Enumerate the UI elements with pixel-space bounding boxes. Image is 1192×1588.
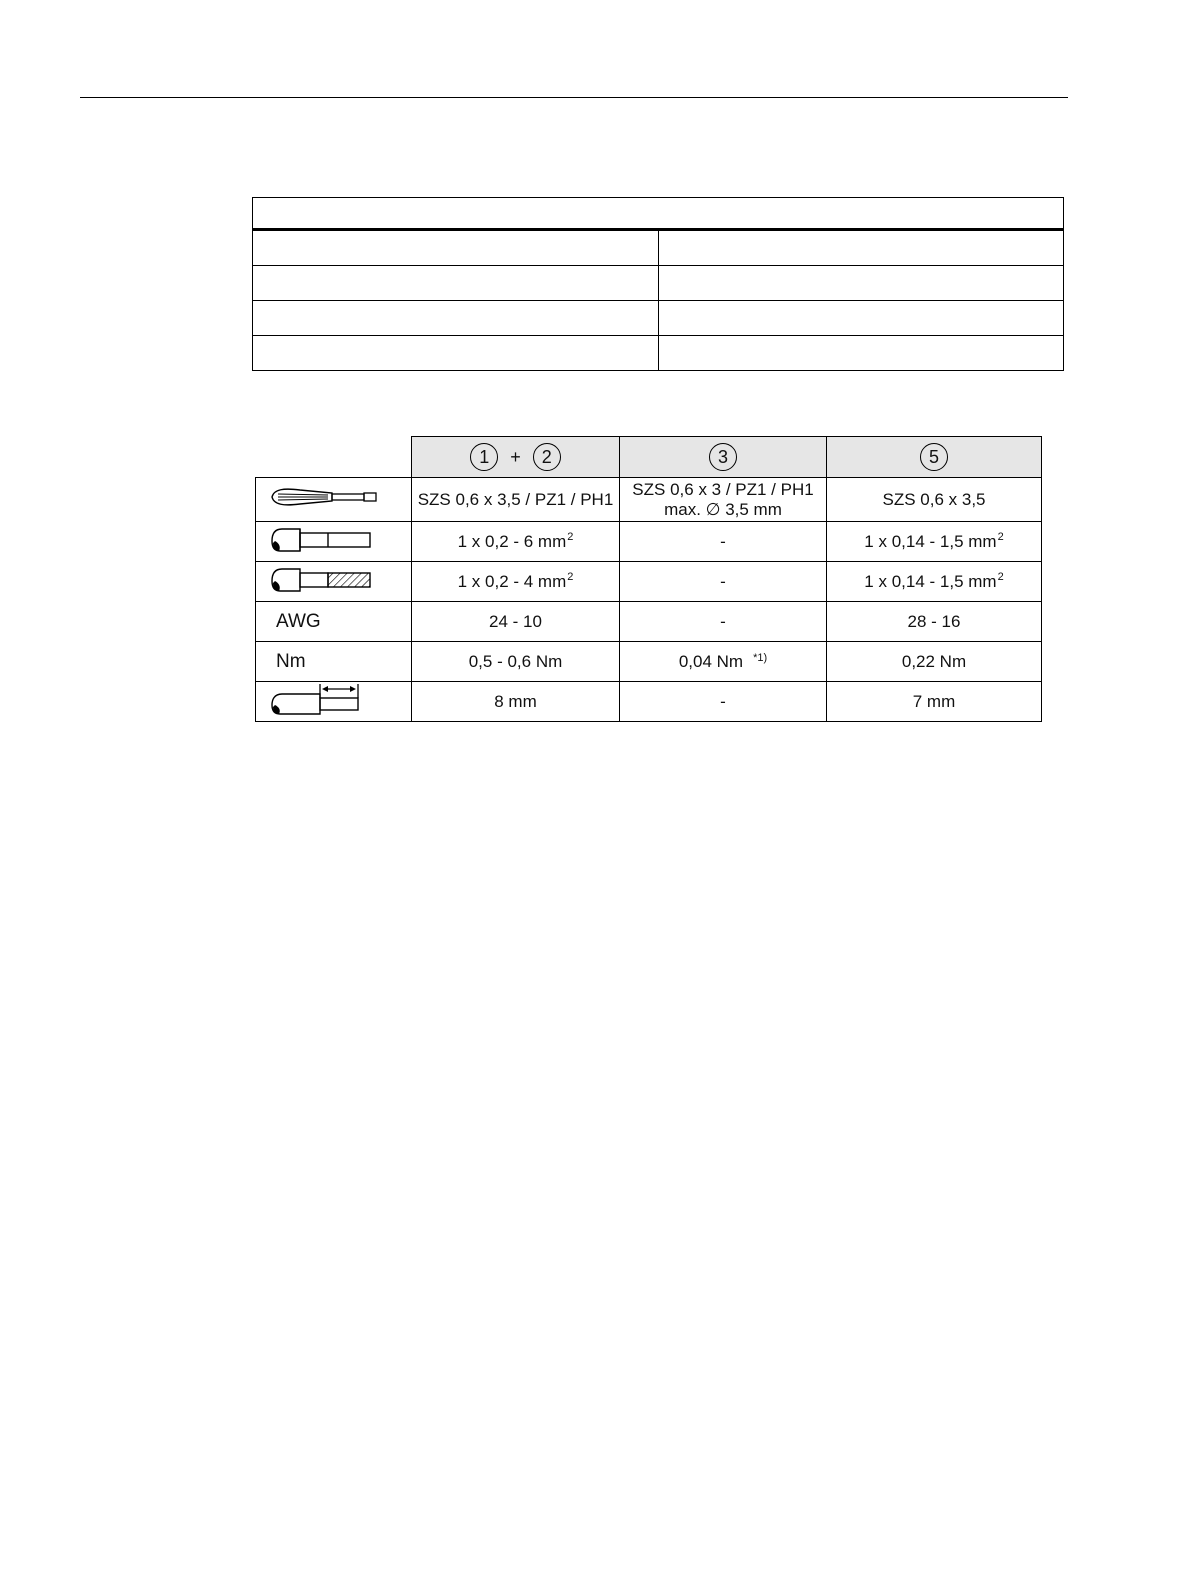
solid-conductor-icon (270, 525, 374, 553)
corner-cell (256, 437, 412, 478)
cell-text: - (720, 571, 726, 591)
empty-table-header-cell (253, 198, 1064, 230)
empty-table-row (253, 266, 1064, 301)
table-cell (827, 478, 1042, 522)
cell-text: - (720, 611, 726, 631)
table-cell (620, 602, 827, 642)
empty-table-cell (253, 301, 659, 336)
superscript: 2 (997, 531, 1004, 543)
ferrule-conductor-icon (270, 565, 374, 593)
empty-table-row (253, 230, 1064, 266)
table-cell (620, 682, 827, 722)
table-cell (412, 682, 620, 722)
table-cell (412, 642, 620, 682)
table-cell (412, 602, 620, 642)
superscript: 2 (997, 571, 1004, 583)
footnote-marker: *1) (753, 651, 768, 664)
empty-table-cell (658, 301, 1064, 336)
empty-table-header-row (253, 198, 1064, 230)
row-label: AWG (256, 602, 412, 642)
terminal-header-1-2 (412, 437, 620, 478)
empty-table-row (253, 301, 1064, 336)
superscript: 2 (567, 571, 574, 583)
header-rule (80, 97, 1068, 98)
terminal-number-badge: 3 (709, 443, 737, 471)
cell-text: 7 mm (912, 691, 956, 711)
empty-table-cell (658, 266, 1064, 301)
table-cell (412, 522, 620, 562)
table-cell (827, 602, 1042, 642)
cell-text: 0,04 Nm (678, 651, 744, 671)
cell-text: SZS 0,6 x 3,5 / PZ1 / PH1 (417, 489, 614, 509)
table-cell (827, 642, 1042, 682)
row-icon-cell (256, 682, 412, 722)
table-cell (412, 562, 620, 602)
empty-spec-table (252, 197, 1064, 371)
table-row (256, 682, 1042, 722)
cell-text: 0,22 Nm (901, 651, 967, 671)
terminal-header-3 (620, 437, 827, 478)
terminal-number-badge: 2 (533, 443, 561, 471)
cell-text: 1 x 0,2 - 4 mm (457, 572, 567, 591)
terminal-header-row (256, 437, 1042, 478)
empty-table-cell (658, 230, 1064, 266)
cell-text: 0,5 - 0,6 Nm (468, 651, 563, 671)
terminal-number-badge: 1 (470, 443, 498, 471)
empty-table-cell (253, 230, 659, 266)
empty-table-cell (253, 336, 659, 371)
table-cell (620, 562, 827, 602)
connection-data-table (255, 436, 1042, 722)
plus-sign: + (510, 446, 521, 467)
cell-text: 1 x 0,14 - 1,5 mm (864, 572, 997, 591)
empty-table-row (253, 336, 1064, 371)
table-row (256, 478, 1042, 522)
table-cell (620, 642, 827, 682)
row-label: Nm (256, 642, 412, 682)
cell-text: 1 x 0,2 - 6 mm (457, 532, 567, 551)
table-cell (827, 562, 1042, 602)
cell-text: - (720, 691, 726, 711)
table-row (256, 522, 1042, 562)
empty-table-cell (658, 336, 1064, 371)
cell-text: SZS 0,6 x 3,5 (882, 489, 986, 509)
terminal-number-badge: 5 (920, 443, 948, 471)
row-icon-cell (256, 478, 412, 522)
row-icon-cell (256, 522, 412, 562)
terminal-header-5 (827, 437, 1042, 478)
table-cell (412, 478, 620, 522)
cell-text: 8 mm (494, 691, 537, 711)
table-row (256, 602, 1042, 642)
table-cell (827, 682, 1042, 722)
cell-text: - (720, 531, 726, 551)
table-row (256, 562, 1042, 602)
cell-text: max. ∅ 3,5 mm (664, 499, 782, 519)
table-cell (827, 522, 1042, 562)
cell-text: SZS 0,6 x 3 / PZ1 / PH1 (632, 479, 814, 499)
strip-length-icon (270, 682, 374, 716)
table-row (256, 642, 1042, 682)
table-cell (620, 478, 827, 522)
table-cell (620, 522, 827, 562)
row-icon-cell (256, 562, 412, 602)
cell-text: 28 - 16 (907, 611, 961, 631)
cell-text: 1 x 0,14 - 1,5 mm (864, 532, 997, 551)
superscript: 2 (567, 531, 574, 543)
empty-table-cell (253, 266, 659, 301)
cell-text: 24 - 10 (489, 611, 542, 631)
screwdriver-icon (270, 485, 380, 509)
